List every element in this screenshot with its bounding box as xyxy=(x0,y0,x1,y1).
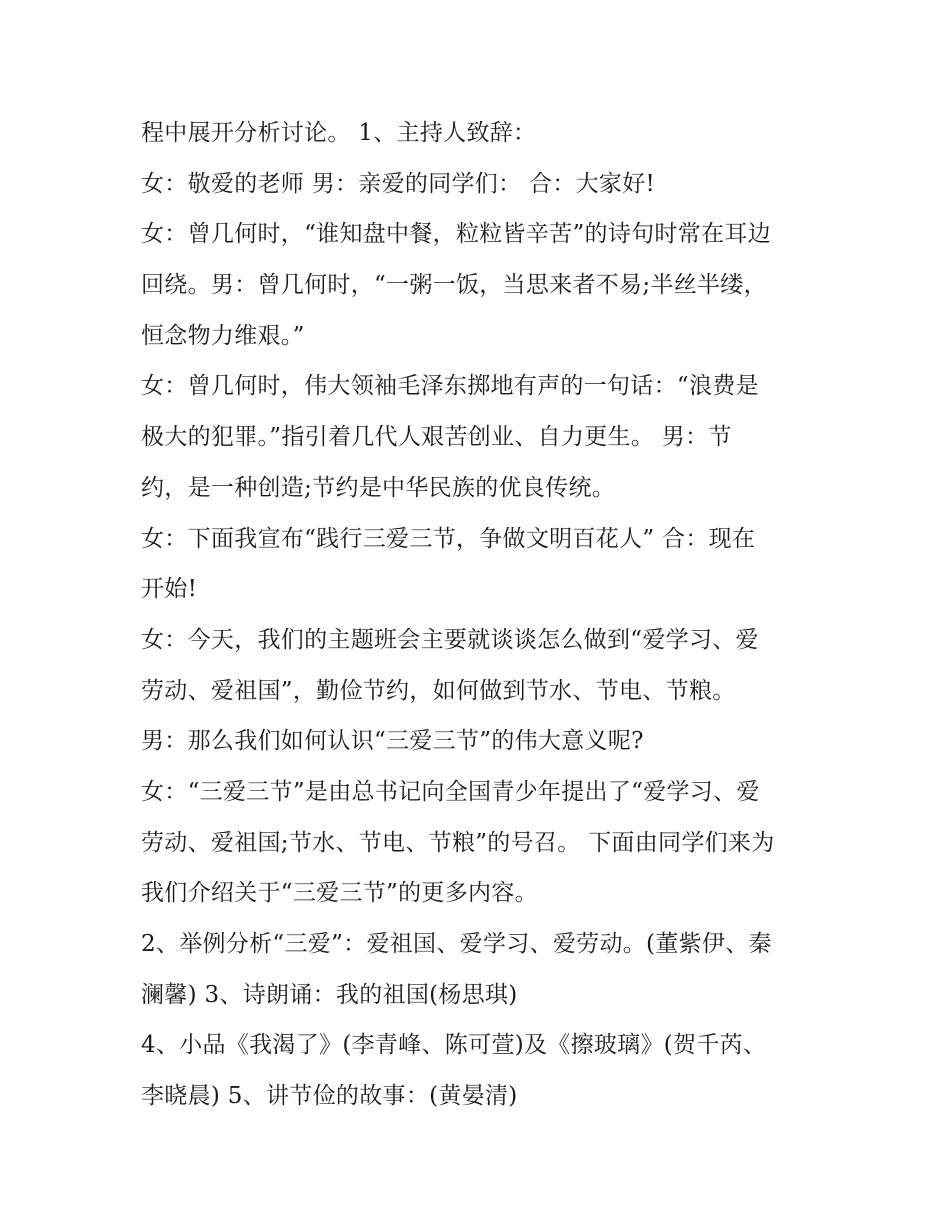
text-line: 回绕。男：曾几何时，“一粥一饭，当思来者不易;半丝半缕， xyxy=(141,272,767,299)
text-line: 女：曾几何时，“谁知盘中餐，粒粒皆辛苦”的诗句时常在耳边 xyxy=(141,221,771,248)
text-line: 极大的犯罪。”指引着几代人艰苦创业、自力更生。 男：节 xyxy=(141,424,732,451)
text-line: 约，是一种创造;节约是中华民族的优良传统。 xyxy=(141,474,616,501)
text-line: 李晓晨) 5、讲节俭的故事：(黄晏清) xyxy=(141,1083,518,1110)
text-line: 女：敬爱的老师 男：亲爱的同学们： 合：大家好! xyxy=(141,170,656,197)
text-line: 程中展开分析讨论。 1、主持人致辞： xyxy=(141,120,537,146)
text-line: 2、举例分析“三爱”：爱祖国、爱学习、爱劳动。(董紫伊、秦 xyxy=(141,931,772,957)
text-line: 劳动、爱祖国;节水、节电、节粮”的号召。 下面由同学们来为 xyxy=(141,829,775,856)
text-line: 劳动、爱祖国”，勤俭节约，如何做到节水、节电、节粮。 xyxy=(141,677,736,704)
text-line: 女：今天，我们的主题班会主要就谈谈怎么做到“爱学习、爱 xyxy=(141,626,759,653)
text-line: 4、小品《我渴了》(李青峰、陈可萱)及《擦玻璃》(贺千芮、 xyxy=(141,1032,767,1059)
text-line: 恒念物力维艰。” xyxy=(141,322,305,349)
text-line: 开始! xyxy=(141,576,198,603)
text-line: 女：“三爱三节”是由总书记向全国青少年提出了“爱学习、爱 xyxy=(141,778,760,805)
document-body xyxy=(141,108,821,1122)
text-line: 男：那么我们如何认识“三爱三节”的伟大意义呢? xyxy=(141,728,644,755)
text-line: 我们介绍关于“三爱三节”的更多内容。 xyxy=(141,880,538,907)
text-line: 女：下面我宣布“践行三爱三节，争做文明百花人” 合：现在 xyxy=(141,525,756,552)
text-line: 女：曾几何时，伟大领袖毛泽东掷地有声的一句话：“浪费是 xyxy=(141,373,759,400)
text-line: 澜馨) 3、诗朗诵：我的祖国(杨思琪) xyxy=(141,981,518,1008)
